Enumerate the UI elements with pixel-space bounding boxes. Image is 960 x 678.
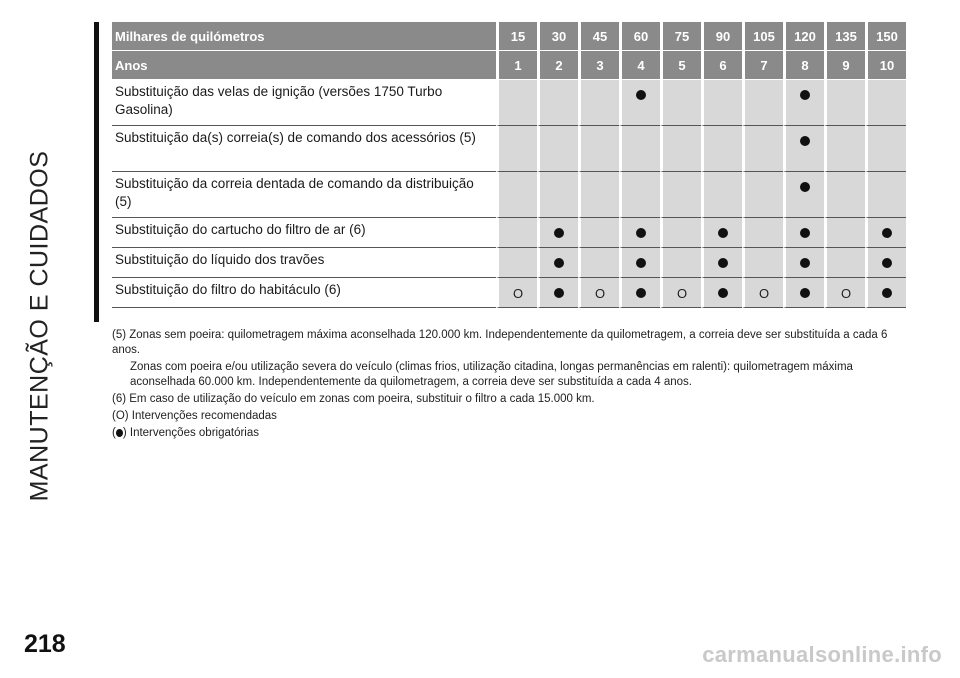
mandatory-dot-icon xyxy=(800,288,810,298)
schedule-row xyxy=(112,278,906,308)
legend-recommended: (O) Intervenções recomendadas xyxy=(112,410,277,422)
mandatory-dot-icon xyxy=(718,228,728,238)
header-year-cell: 2 xyxy=(537,51,578,80)
service-item-label: Substituição do líquido dos travões xyxy=(112,248,496,278)
interval-cell xyxy=(496,218,537,248)
interval-cell xyxy=(701,126,742,172)
mandatory-dot-icon xyxy=(554,258,564,268)
interval-cell xyxy=(578,218,619,248)
header-year-cell: 8 xyxy=(783,51,824,80)
header-year-cell: 7 xyxy=(742,51,783,80)
recommended-mark: O xyxy=(512,286,524,301)
schedule-row xyxy=(112,80,906,126)
service-item-label: Substituição da(s) correia(s) de comando dos acessórios (5) xyxy=(112,126,496,172)
service-item-label: Substituição do filtro do habitáculo (6) xyxy=(112,278,496,308)
interval-cell xyxy=(783,172,824,218)
header-km-cell: 90 xyxy=(701,22,742,51)
interval-cell xyxy=(783,248,824,278)
schedule-body xyxy=(112,80,906,308)
interval-cell xyxy=(783,80,824,126)
legend-mandatory-text: ) Intervenções obrigatórias xyxy=(122,427,259,439)
mandatory-dot-icon xyxy=(800,182,810,192)
interval-cell xyxy=(701,278,742,308)
interval-cell xyxy=(865,218,906,248)
recommended-mark: O xyxy=(758,286,770,301)
page-number: 218 xyxy=(24,630,66,658)
interval-cell xyxy=(660,278,701,308)
interval-cell xyxy=(537,218,578,248)
header-km-cell: 15 xyxy=(496,22,537,51)
interval-cell xyxy=(742,218,783,248)
header-km-cell: 120 xyxy=(783,22,824,51)
maintenance-schedule-table xyxy=(112,22,906,308)
recommended-mark: O xyxy=(594,286,606,301)
header-km-cell: 60 xyxy=(619,22,660,51)
interval-cell xyxy=(578,248,619,278)
interval-cell xyxy=(660,248,701,278)
interval-cell xyxy=(865,172,906,218)
interval-cell xyxy=(660,172,701,218)
header-row-years xyxy=(112,51,906,80)
mandatory-dot-icon xyxy=(554,288,564,298)
interval-cell xyxy=(496,278,537,308)
footnotes xyxy=(112,328,912,443)
mandatory-dot-icon xyxy=(636,288,646,298)
header-km-cell: 105 xyxy=(742,22,783,51)
mandatory-dot-icon xyxy=(800,258,810,268)
mandatory-dot-icon xyxy=(636,90,646,100)
footnote-5-continued: Zonas com poeira e/ou utilização severa do veículo (climas frios, utilização citadina, longas permanências em ralenti): quilometragem máxima aconselhada 60.000 km. Independentemente da quilometragem, a correia deve ser substituída a cada 4 anos. xyxy=(130,361,853,388)
interval-cell xyxy=(824,126,865,172)
schedule-row xyxy=(112,126,906,172)
interval-cell xyxy=(496,172,537,218)
interval-cell xyxy=(865,248,906,278)
header-years-label: Anos xyxy=(112,51,496,80)
interval-cell xyxy=(660,218,701,248)
interval-cell xyxy=(619,248,660,278)
interval-cell xyxy=(783,218,824,248)
section-divider xyxy=(94,22,99,322)
interval-cell xyxy=(496,126,537,172)
interval-cell xyxy=(578,278,619,308)
header-year-cell: 6 xyxy=(701,51,742,80)
watermark: carmanualsonline.info xyxy=(702,642,942,667)
header-km-cell: 45 xyxy=(578,22,619,51)
interval-cell xyxy=(619,218,660,248)
interval-cell xyxy=(619,278,660,308)
interval-cell xyxy=(619,80,660,126)
service-item-label: Substituição do cartucho do filtro de ar (6) xyxy=(112,218,496,248)
header-km-cell: 30 xyxy=(537,22,578,51)
interval-cell xyxy=(619,172,660,218)
schedule-row xyxy=(112,172,906,218)
interval-cell xyxy=(537,278,578,308)
interval-cell xyxy=(701,172,742,218)
service-item-label: Substituição da correia dentada de comando da distribuição (5) xyxy=(112,172,496,218)
header-km-cell: 135 xyxy=(824,22,865,51)
interval-cell xyxy=(824,172,865,218)
header-year-cell: 10 xyxy=(865,51,906,80)
interval-cell xyxy=(865,80,906,126)
header-year-cell: 4 xyxy=(619,51,660,80)
section-title-vertical: MANUTENÇÃO E CUIDADOS xyxy=(25,150,54,502)
header-year-cell: 9 xyxy=(824,51,865,80)
interval-cell xyxy=(701,80,742,126)
interval-cell xyxy=(783,278,824,308)
filled-dot-icon xyxy=(116,429,123,437)
mandatory-dot-icon xyxy=(718,288,728,298)
interval-cell xyxy=(578,126,619,172)
interval-cell xyxy=(824,218,865,248)
interval-cell xyxy=(742,80,783,126)
interval-cell xyxy=(742,248,783,278)
header-year-cell: 5 xyxy=(660,51,701,80)
interval-cell xyxy=(496,248,537,278)
mandatory-dot-icon xyxy=(800,228,810,238)
interval-cell xyxy=(865,126,906,172)
interval-cell xyxy=(537,248,578,278)
header-year-cell: 1 xyxy=(496,51,537,80)
header-km-cell: 150 xyxy=(865,22,906,51)
mandatory-dot-icon xyxy=(800,136,810,146)
interval-cell xyxy=(742,172,783,218)
footnote-6: (6) Em caso de utilização do veículo em zonas com poeira, substituir o filtro a cada 15.000 km. xyxy=(112,393,595,405)
interval-cell xyxy=(660,80,701,126)
interval-cell xyxy=(783,126,824,172)
mandatory-dot-icon xyxy=(636,228,646,238)
interval-cell xyxy=(537,172,578,218)
interval-cell xyxy=(824,80,865,126)
interval-cell xyxy=(578,80,619,126)
interval-cell xyxy=(742,278,783,308)
recommended-mark: O xyxy=(840,286,852,301)
legend-mandatory xyxy=(112,426,912,441)
interval-cell xyxy=(701,218,742,248)
header-row-km xyxy=(112,22,906,51)
interval-cell xyxy=(537,80,578,126)
header-km-label: Milhares de quilómetros xyxy=(112,22,496,51)
interval-cell xyxy=(701,248,742,278)
mandatory-dot-icon xyxy=(882,228,892,238)
schedule-row xyxy=(112,218,906,248)
mandatory-dot-icon xyxy=(800,90,810,100)
mandatory-dot-icon xyxy=(718,258,728,268)
interval-cell xyxy=(537,126,578,172)
interval-cell xyxy=(824,278,865,308)
interval-cell xyxy=(619,126,660,172)
schedule-row xyxy=(112,248,906,278)
mandatory-dot-icon xyxy=(882,288,892,298)
interval-cell xyxy=(865,278,906,308)
header-year-cell: 3 xyxy=(578,51,619,80)
mandatory-dot-icon xyxy=(554,228,564,238)
interval-cell xyxy=(660,126,701,172)
interval-cell xyxy=(824,248,865,278)
header-km-cell: 75 xyxy=(660,22,701,51)
mandatory-dot-icon xyxy=(636,258,646,268)
interval-cell xyxy=(496,80,537,126)
mandatory-dot-icon xyxy=(882,258,892,268)
interval-cell xyxy=(578,172,619,218)
legend-mandatory-prefix: ( xyxy=(112,427,116,439)
service-item-label: Substituição das velas de ignição (versões 1750 Turbo Gasolina) xyxy=(112,80,496,126)
interval-cell xyxy=(742,126,783,172)
footnote-5: (5) Zonas sem poeira: quilometragem máxima aconselhada 120.000 km. Independentemente da quilometragem, a correia deve ser substituída a cada 6 anos. xyxy=(112,329,888,356)
recommended-mark: O xyxy=(676,286,688,301)
